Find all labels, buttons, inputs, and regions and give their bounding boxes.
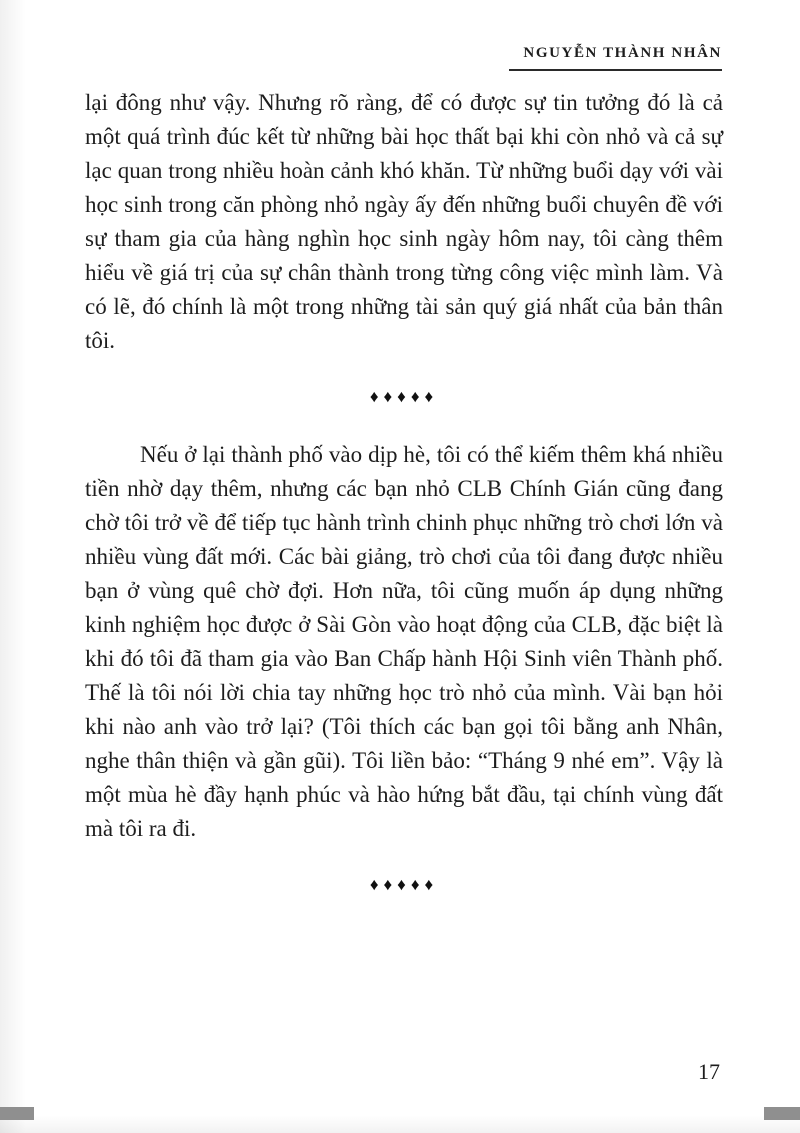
diamond-separator: ♦♦♦♦♦	[369, 875, 439, 894]
page-header	[85, 44, 722, 71]
page-body	[85, 86, 723, 926]
author-name: NGUYỄN THÀNH NHÂN	[509, 45, 722, 71]
scan-artifact	[764, 1107, 800, 1120]
paragraph: lại đông như vậy. Nhưng rõ ràng, để có được sự tin tưởng đó là cả một quá trình đúc kết từ những bài học thất bại khi còn nhỏ và cả sự lạc quan trong nhiều hoàn cảnh khó khăn. Từ những buổi dạy với vài học sinh trong căn phòng nhỏ ngày ấy đến những buổi chuyên đề với sự tham gia của hàng nghìn học sinh ngày hôm nay, tôi càng thêm hiểu về giá trị của sự chân thành trong từng công việc mình làm. Và có lẽ, đó chính là một trong những tài sản quý giá nhất của bản thân tôi.	[85, 90, 723, 353]
page-footer	[698, 1059, 720, 1085]
scan-artifact	[0, 1107, 34, 1120]
page-number: 17	[698, 1059, 720, 1084]
scan-edge-shadow	[0, 0, 26, 1133]
diamond-separator: ♦♦♦♦♦	[369, 387, 439, 406]
paragraph: Nếu ở lại thành phố vào dịp hè, tôi có thể kiếm thêm khá nhiều tiền nhờ dạy thêm, nhưng các bạn nhỏ CLB Chính Gián cũng đang chờ tôi trở về để tiếp tục hành trình chinh phục những trò chơi lớn và nhiều vùng đất mới. Các bài giảng, trò chơi của tôi đang được nhiều bạn ở vùng quê chờ đợi. Hơn nữa, tôi cũng muốn áp dụng những kinh nghiệm học được ở Sài Gòn vào hoạt động của CLB, đặc biệt là khi đó tôi đã tham gia vào Ban Chấp hành Hội Sinh viên Thành phố. Thế là tôi nói lời chia tay những học trò nhỏ của mình. Vài bạn hỏi khi nào anh vào trở lại? (Tôi thích các bạn gọi tôi bằng anh Nhân, nghe thân thiện và gần gũi). Tôi liền bảo: “Tháng 9 nhé em”. Vậy là một mùa hè đầy hạnh phúc và hào hứng bắt đầu, tại chính vùng đất mà tôi ra đi.	[85, 442, 723, 841]
scan-edge-shadow	[0, 1115, 800, 1133]
